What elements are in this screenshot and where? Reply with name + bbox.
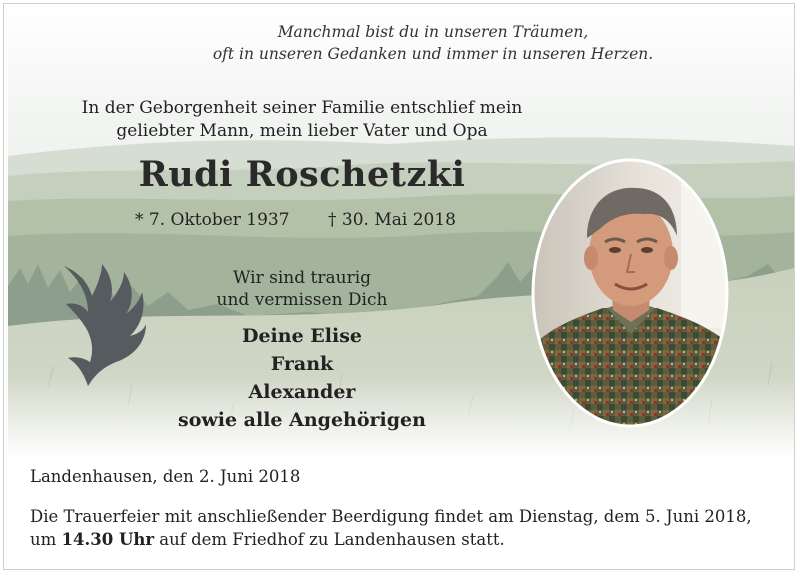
mourner-alexander: Alexander xyxy=(248,381,356,403)
birth-date: * 7. Oktober 1937 xyxy=(135,210,290,230)
motto-line-2: oft in unseren Gedanken und immer in unseren Herzen. xyxy=(212,45,654,63)
service-prefix: um xyxy=(30,530,62,549)
portrait-photo xyxy=(531,158,729,428)
service-time: 14.30 Uhr xyxy=(61,530,155,549)
death-date: † 30. Mai 2018 xyxy=(328,210,456,230)
sentiment-line-1: Wir sind traurig xyxy=(232,268,372,288)
mourner-elise: Deine Elise xyxy=(241,325,362,347)
mourner-frank: Frank xyxy=(270,353,334,375)
intro-line-1: In der Geborgenheit seiner Familie entschlief mein xyxy=(81,98,523,118)
deceased-name: Rudi Roschetzki xyxy=(138,154,466,195)
mourner-relatives: sowie alle Angehörigen xyxy=(178,409,426,431)
sentiment-line-2: und vermissen Dich xyxy=(216,290,388,310)
service-line-1: Die Trauerfeier mit anschließender Beerdigung findet am Dienstag, dem 5. Juni 2018, xyxy=(30,507,752,526)
motto-line-1: Manchmal bist du in unseren Träumen, xyxy=(277,23,589,41)
service-suffix: auf dem Friedhof zu Landenhausen statt. xyxy=(154,530,505,549)
place-date: Landenhausen, den 2. Juni 2018 xyxy=(30,467,301,486)
service-line-2 xyxy=(30,530,505,549)
intro-line-2: geliebter Mann, mein lieber Vater und Opa xyxy=(116,121,488,141)
